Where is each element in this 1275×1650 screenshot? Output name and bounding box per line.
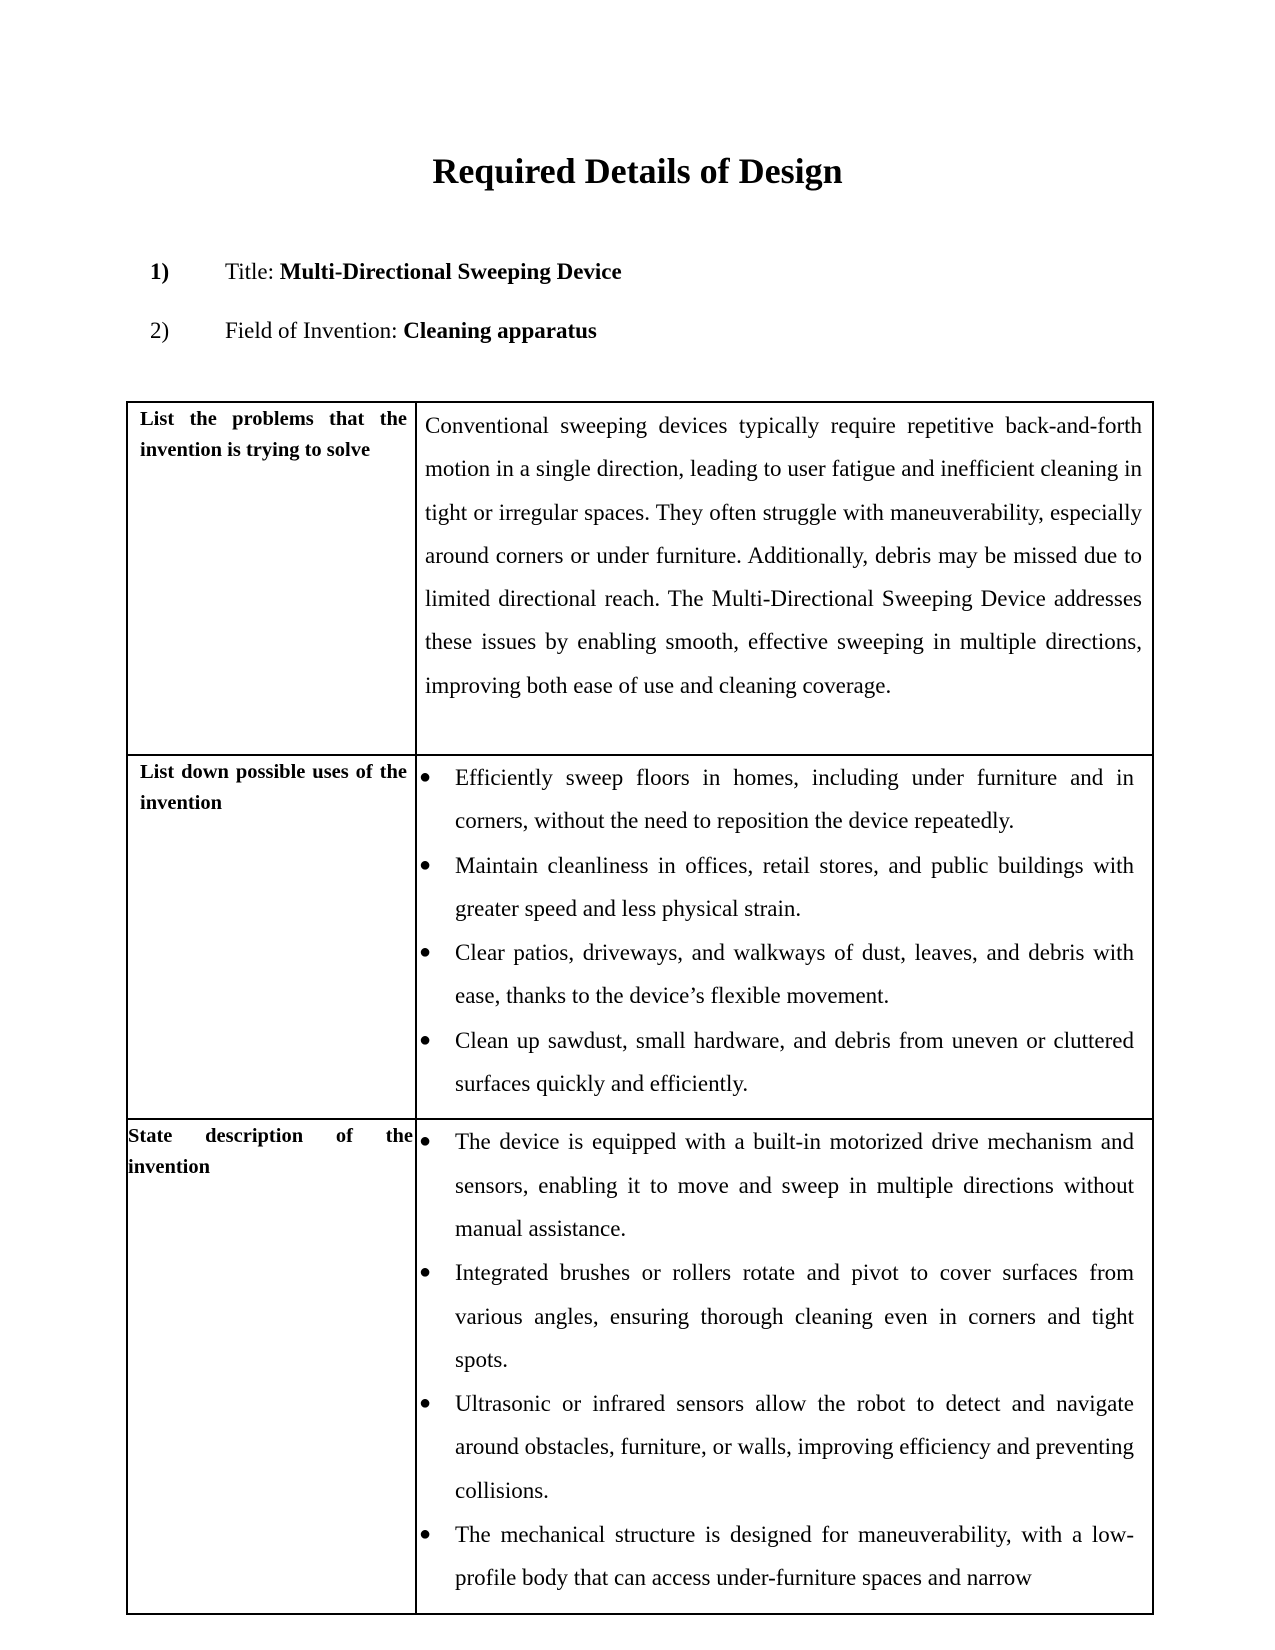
- design-details-table: [126, 401, 1154, 1615]
- row-label: List the problems that the invention is trying to solve: [140, 408, 407, 461]
- field-value: Multi-Directional Sweeping Device: [279, 259, 622, 284]
- list-item: [417, 1019, 1134, 1106]
- list-item-text: Efficiently sweep floors in homes, including under furniture and in corners, without the need to reposition the device repeatedly.: [455, 765, 1134, 834]
- field-label: Field of Invention:: [225, 318, 404, 343]
- bullet-icon: ●: [419, 1261, 432, 1284]
- list-item-text: The mechanical structure is designed for maneuverability, with a low-profile body that can access under-furniture spaces and narrow: [455, 1522, 1134, 1591]
- list-item: [417, 1513, 1134, 1600]
- list-item: [417, 931, 1134, 1018]
- row-label: List down possible uses of the invention: [140, 761, 407, 814]
- list-item-text: Ultrasonic or infrared sensors allow the robot to detect and navigate around obstacles, furniture, or walls, improving efficiency and preventing collisions.: [455, 1391, 1134, 1503]
- row-content-cell: [416, 1119, 1153, 1613]
- list-item-text: The device is equipped with a built-in motorized drive mechanism and sensors, enabling it to move and sweep in multiple directions without manual assistance.: [455, 1129, 1134, 1241]
- list-item: [417, 756, 1134, 843]
- list-item: [417, 1120, 1134, 1250]
- page-title: Required Details of Design: [432, 151, 843, 191]
- table-row: [127, 1119, 1153, 1613]
- bullet-icon: ●: [419, 766, 432, 788]
- list-item: [417, 1251, 1134, 1381]
- field-number: 2): [150, 318, 170, 343]
- row-label-cell: [127, 755, 416, 1119]
- field-label: Title:: [225, 259, 280, 284]
- uses-list: [417, 756, 1152, 1118]
- row-label-cell: [127, 1119, 416, 1613]
- list-item-text: Clean up sawdust, small hardware, and debris from uneven or cluttered surfaces quickly and efficiently.: [455, 1027, 1134, 1097]
- bullet-icon: ●: [419, 1523, 432, 1546]
- problems-paragraph: Conventional sweeping devices typically require repetitive back-and-forth motion in a single direction, leading to user fatigue and inefficient cleaning in tight or irregular spaces. They often struggle with maneuverability, especially around corners or under furniture. Additionally, debris may be missed due to limited directional reach. The Multi-Directional Sweeping Device addresses these issues by enabling smooth, effective sweeping in multiple directions, improving both ease of use and cleaning coverage.: [425, 413, 1142, 698]
- list-item: [417, 1382, 1134, 1512]
- bullet-icon: ●: [419, 853, 432, 876]
- list-item-text: Integrated brushes or rollers rotate and pivot to cover surfaces from various angles, ensuring thorough cleaning even in corners and tight spots.: [455, 1260, 1134, 1372]
- table-row: [127, 755, 1153, 1119]
- row-label: State description of the invention: [128, 1125, 413, 1179]
- field-body: [225, 258, 622, 286]
- list-item: [417, 844, 1134, 931]
- row-label-cell: [127, 402, 416, 755]
- field-number: 1): [150, 259, 170, 284]
- field-body: [225, 317, 597, 345]
- bullet-icon: ●: [419, 941, 432, 964]
- bullet-icon: ●: [419, 1028, 432, 1051]
- field-value: Cleaning apparatus: [403, 318, 597, 343]
- description-list: [417, 1120, 1152, 1612]
- row-content-cell: [416, 755, 1153, 1119]
- row-content-cell: [416, 402, 1153, 755]
- bullet-icon: ●: [419, 1392, 432, 1415]
- bullet-icon: ●: [419, 1130, 432, 1153]
- list-item-text: Clear patios, driveways, and walkways of dust, leaves, and debris with ease, thanks to the device’s flexible movement.: [455, 940, 1134, 1009]
- table-row: [127, 402, 1153, 755]
- list-item-text: Maintain cleanliness in offices, retail stores, and public buildings with greater speed and less physical strain.: [455, 852, 1134, 921]
